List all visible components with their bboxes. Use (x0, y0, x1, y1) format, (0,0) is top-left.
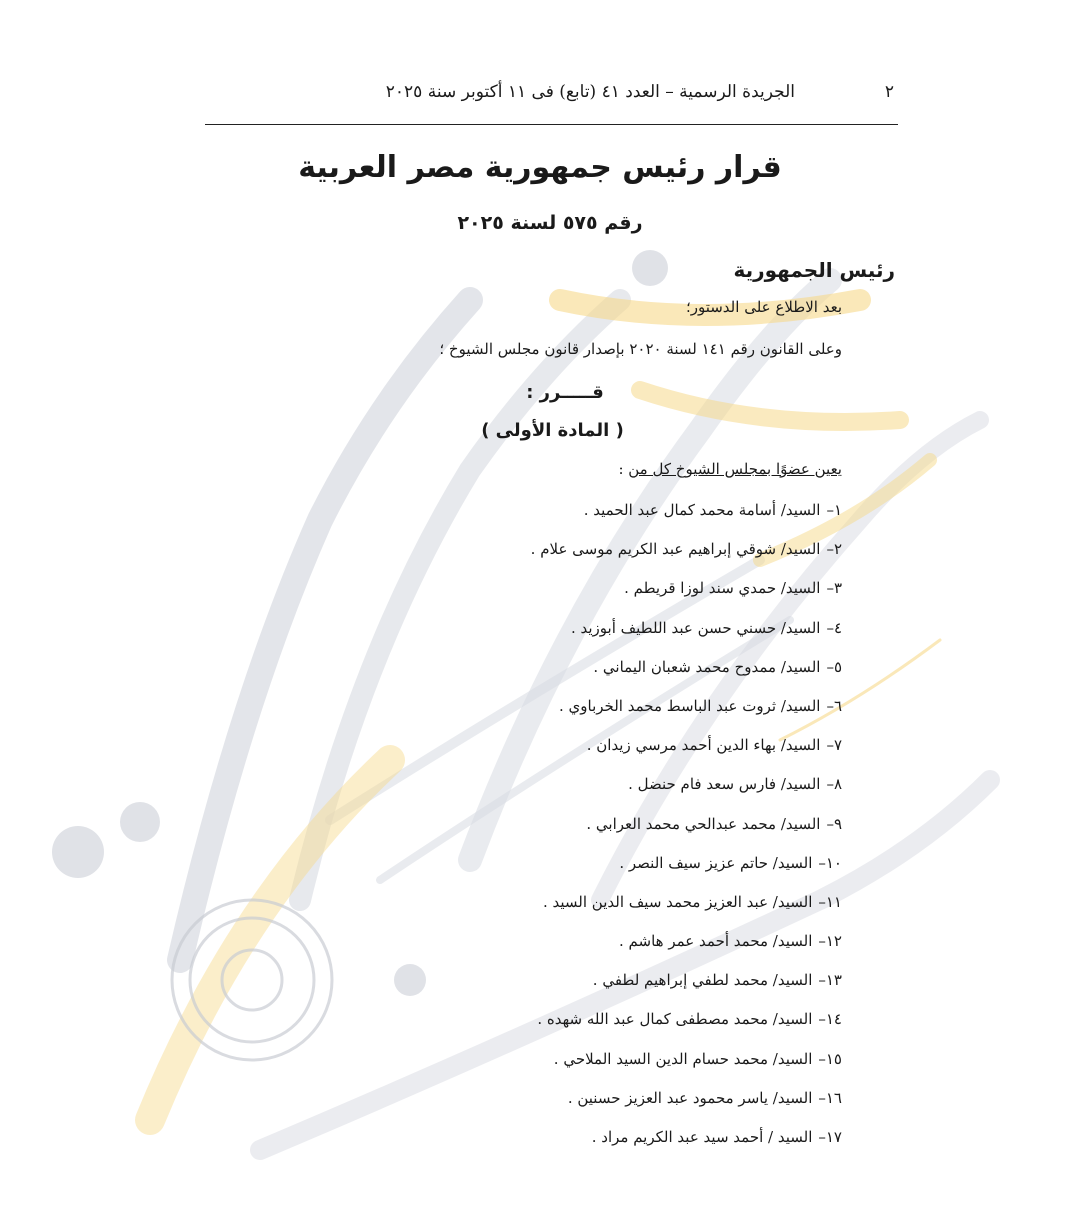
list-item (531, 535, 842, 574)
member-number: ١٦– (818, 1088, 842, 1107)
member-number: ١٠– (818, 853, 842, 872)
member-name: السيد/ فارس سعد فام حنضل . (628, 775, 821, 794)
gazette-issue-title: الجريدة الرسمية – العدد ٤١ (تابع) فى ١١ أكتوبر سنة ٢٠٢٥ (385, 82, 795, 102)
decree-issuer: رئيس الجمهورية (733, 258, 895, 282)
list-item (531, 1084, 842, 1123)
list-item (531, 1045, 842, 1084)
list-item (531, 1123, 842, 1162)
member-name: السيد/ شوقي إبراهيم عبد الكريم موسى علام . (530, 540, 821, 559)
list-item (531, 966, 842, 1005)
decree-number: رقم ٥٧٥ لسنة ٢٠٢٥ (457, 212, 643, 234)
list-item (531, 927, 842, 966)
member-name: السيد / أحمد سيد عبد الكريم مراد . (591, 1128, 813, 1146)
member-name: السيد/ ياسر محمود عبد العزيز حسنين . (567, 1088, 813, 1107)
preamble-law: وعلى القانون رقم ١٤١ لسنة ٢٠٢٠ بإصدار قانون مجلس الشيوخ ؛ (439, 340, 842, 358)
member-number: ١٣– (818, 971, 842, 990)
member-number: ١٤– (818, 1010, 842, 1029)
member-name: السيد/ عبد العزيز محمد سيف الدين السيد . (542, 892, 813, 911)
list-item (531, 888, 842, 927)
member-number: ٦– (826, 696, 842, 715)
appointment-intro (618, 460, 842, 478)
member-name: السيد/ حمدي سند لوزا قريطم . (624, 579, 821, 598)
list-item (531, 731, 842, 770)
decree-title: قرار رئيس جمهورية مصر العربية (298, 150, 782, 185)
member-name: السيد/ بهاء الدين أحمد مرسي زيدان . (586, 736, 821, 755)
member-name: السيد/ محمد حسام الدين السيد الملاحي . (553, 1049, 813, 1068)
member-name: السيد/ ثروت عبد الباسط محمد الخرباوي . (558, 696, 821, 715)
list-item (531, 614, 842, 653)
appointment-intro-text: يعين عضوًا بمجلس الشيوخ كل من (628, 460, 842, 478)
member-number: ٢– (826, 540, 842, 559)
member-name: السيد/ محمد أحمد عمر هاشم . (619, 932, 813, 951)
member-number: ٨– (826, 775, 842, 794)
member-number: ٤– (826, 618, 842, 637)
member-name: السيد/ حاتم عزيز سيف النصر . (619, 853, 813, 872)
member-name: السيد/ محمد مصطفى كمال عبد الله شهده . (537, 1010, 813, 1029)
article-heading: ( المادة الأولى ) (481, 420, 624, 441)
member-name: السيد/ محمد لطفي إبراهيم لطفي . (592, 971, 813, 990)
list-item (531, 1005, 842, 1044)
list-item (531, 574, 842, 613)
member-name: السيد/ حسني حسن عبد اللطيف أبوزيد . (570, 618, 821, 637)
header-divider (205, 124, 898, 125)
appointment-intro-colon: : (618, 460, 629, 478)
list-item (531, 692, 842, 731)
running-header (200, 78, 900, 118)
list-item (531, 810, 842, 849)
member-name: السيد/ أسامة محمد كمال عبد الحميد . (583, 501, 821, 519)
preamble-constitution: بعد الاطلاع على الدستور؛ (685, 298, 842, 316)
member-number: ٥– (826, 657, 842, 676)
decided-heading: قـــــرر : (526, 382, 604, 403)
member-number: ١٥– (818, 1049, 842, 1068)
member-name: السيد/ محمد عبدالحي محمد العرابي . (586, 814, 821, 833)
member-number: ٩– (826, 814, 842, 833)
member-number: ١– (826, 501, 842, 519)
list-item (531, 653, 842, 692)
member-name: السيد/ ممدوح محمد شعبان اليماني . (593, 657, 821, 676)
list-item (531, 849, 842, 888)
member-number: ٧– (826, 736, 842, 755)
list-item (531, 496, 842, 535)
members-list (531, 496, 842, 1162)
member-number: ١١– (818, 892, 842, 911)
member-number: ١٧– (818, 1128, 842, 1146)
member-number: ١٢– (818, 932, 842, 951)
list-item (531, 770, 842, 809)
member-number: ٣– (826, 579, 842, 598)
page-number: ٢ (884, 82, 894, 102)
